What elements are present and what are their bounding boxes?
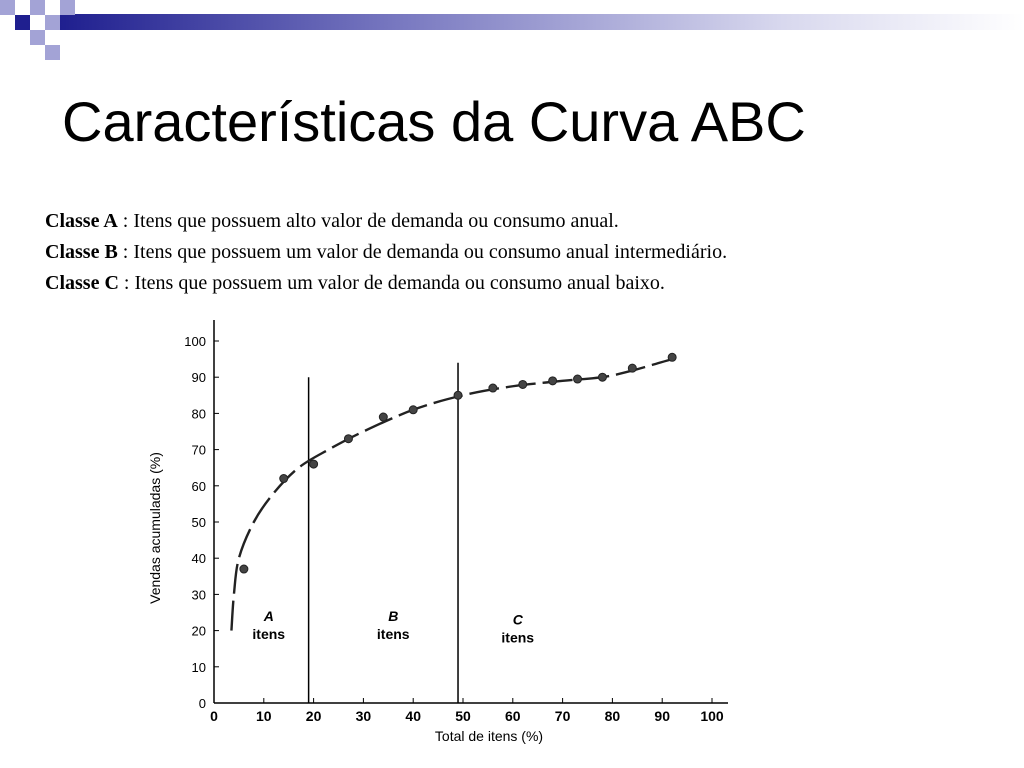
data-point xyxy=(628,364,636,372)
region-text: itens xyxy=(376,625,410,642)
class-definitions xyxy=(45,206,727,299)
x-tick-label: 0 xyxy=(210,708,218,724)
x-axis-ticks xyxy=(210,698,724,724)
class-b-definition xyxy=(45,237,727,268)
region-text: itens xyxy=(252,625,286,642)
data-point xyxy=(489,384,497,392)
x-tick-label: 90 xyxy=(654,708,670,724)
data-point xyxy=(280,475,288,483)
axes xyxy=(214,320,728,703)
y-tick-label: 40 xyxy=(191,551,206,567)
y-tick-label: 70 xyxy=(191,442,206,458)
region-labels xyxy=(252,608,534,646)
class-c-text: : Itens que possuem um valor de demanda ou consumo anual baixo. xyxy=(118,272,665,294)
class-a-label: Classe A xyxy=(45,210,118,232)
slide-title: Características da Curva ABC xyxy=(62,90,806,153)
x-tick-label: 80 xyxy=(604,708,621,724)
class-b-text: : Itens que possuem um valor de demanda ou consumo anual intermediário. xyxy=(117,241,728,263)
y-tick-label: 90 xyxy=(191,370,206,386)
x-tick-label: 100 xyxy=(700,708,724,724)
data-point xyxy=(409,406,417,414)
y-tick-label: 10 xyxy=(191,659,206,675)
abc-curve-line xyxy=(231,359,672,630)
data-point xyxy=(668,353,676,361)
data-point xyxy=(574,375,582,383)
x-tick-label: 40 xyxy=(405,708,421,724)
title-decoration xyxy=(0,0,1024,70)
region-letter: B xyxy=(388,607,399,624)
data-point xyxy=(379,413,387,421)
abc-curve-chart xyxy=(130,310,750,768)
class-a-definition xyxy=(45,206,727,237)
y-tick-label: 80 xyxy=(191,406,206,422)
data-point xyxy=(344,435,352,443)
class-c-label: Classe C xyxy=(45,272,119,294)
region-text: itens xyxy=(501,629,535,646)
data-point xyxy=(549,377,557,385)
region-letter: C xyxy=(512,611,523,628)
class-b-label: Classe B xyxy=(45,241,118,263)
data-point xyxy=(598,373,606,381)
y-tick-label: 60 xyxy=(191,478,206,494)
class-a-text: : Itens que possuem alto valor de demanda ou consumo anual. xyxy=(117,210,619,232)
y-tick-label: 50 xyxy=(191,515,206,530)
x-tick-label: 70 xyxy=(554,708,571,724)
class-c-definition xyxy=(45,268,727,299)
y-tick-label: 100 xyxy=(184,334,206,349)
x-axis-label: Total de itens (%) xyxy=(434,728,544,744)
x-tick-label: 50 xyxy=(455,708,471,724)
y-tick-label: 0 xyxy=(198,696,206,711)
y-tick-label: 30 xyxy=(191,587,206,603)
data-point xyxy=(519,380,527,388)
y-tick-label: 20 xyxy=(191,623,206,639)
y-axis-label: Vendas acumuladas (%) xyxy=(147,452,163,604)
x-tick-label: 60 xyxy=(505,708,521,724)
data-point xyxy=(240,565,248,573)
curve-series xyxy=(231,359,672,630)
x-tick-label: 10 xyxy=(256,708,272,724)
x-tick-label: 20 xyxy=(305,708,322,724)
data-point xyxy=(454,391,462,399)
data-point xyxy=(310,460,318,468)
region-letter: A xyxy=(263,607,274,624)
x-tick-label: 30 xyxy=(355,708,372,724)
